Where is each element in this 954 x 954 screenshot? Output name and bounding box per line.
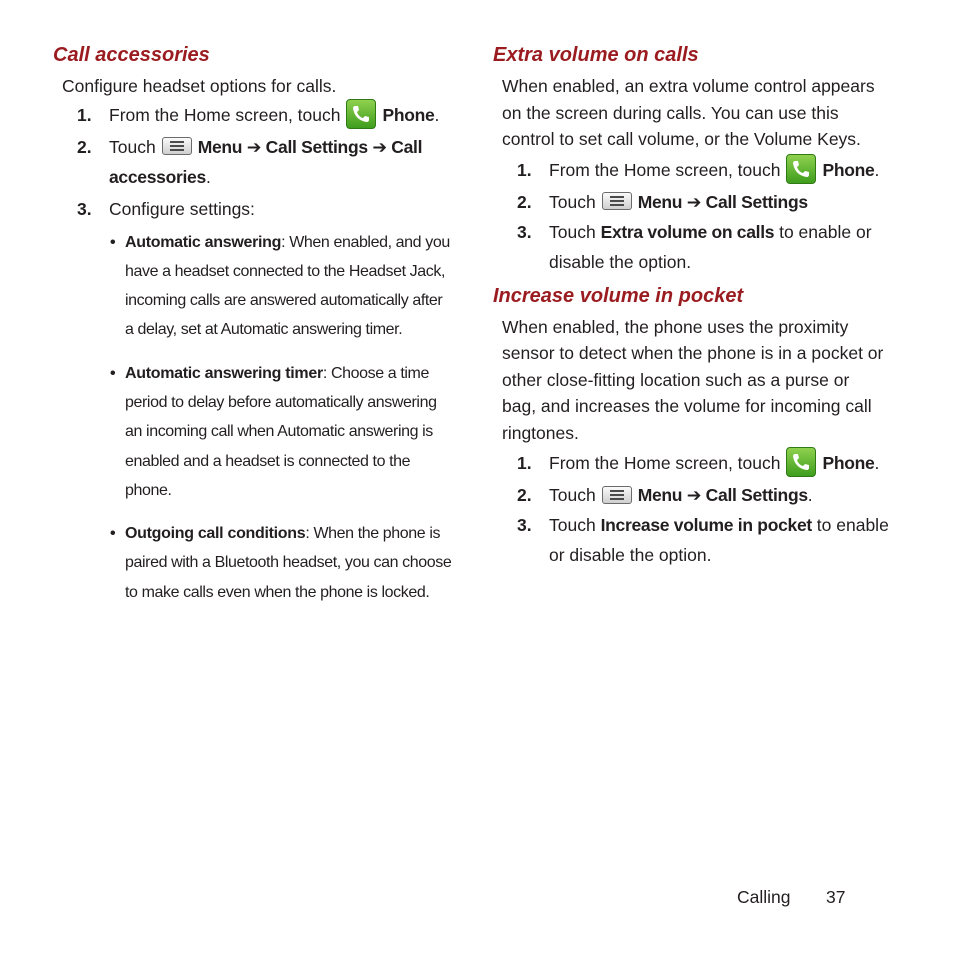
intro-increase-volume: When enabled, the phone uses the proximity sensor to detect when the phone is in a pocket or other close-fitting location such as a purse or bag, and increases the volume for incoming call ringtones. (502, 316, 884, 443)
footer-section-name: Calling (737, 887, 791, 907)
list-item: 2. Touch Menu ➔ Call Settings. (493, 480, 893, 510)
heading-increase-volume: Increase volume in pocket (493, 284, 744, 307)
step-number: 2. (517, 485, 532, 505)
bullet-dot: • (110, 233, 116, 251)
list-item: • Automatic answering timer: Choose a time period to delay before automatically answering an incoming call when Automatic answering is enabled and a headset is connected to the phone. (53, 359, 453, 505)
menu-icon (602, 192, 632, 210)
menu-icon (602, 486, 632, 504)
list-item: 1. From the Home screen, touch Phone. (53, 100, 453, 130)
page-number: 37 (826, 887, 846, 907)
heading-extra-volume: Extra volume on calls (493, 44, 699, 66)
list-item: • Outgoing call conditions: When the phone is paired with a Bluetooth headset, you can choose to make calls even when the phone is locked. (53, 519, 453, 607)
list-item: 3. Touch Increase volume in pocket to enable or disable the option. (493, 510, 893, 570)
phone-icon (346, 99, 376, 129)
step-number: 3. (517, 515, 532, 535)
list-item: • Automatic answering: When enabled, and you have a headset connected to the Headset Jack, incoming calls are answered automatically after a delay, set at Automatic answering timer. (53, 228, 453, 345)
step-number: 1. (517, 159, 532, 180)
right-column (493, 40, 893, 570)
phone-icon (786, 154, 816, 184)
step-number: 1. (517, 453, 532, 473)
intro-call-accessories: Configure headset options for calls. (62, 76, 337, 96)
list-item: 2. Touch Menu ➔ Call Settings ➔ Call accessories. (53, 132, 453, 192)
step-number: 1. (77, 104, 92, 125)
list-item: 3. Touch Extra volume on calls to enable or disable the option. (493, 217, 893, 277)
heading-call-accessories: Call accessories (53, 44, 210, 66)
steps-extra-volume (493, 155, 893, 277)
phone-icon (786, 447, 816, 477)
left-column (53, 40, 453, 621)
step-number: 2. (517, 191, 532, 212)
settings-bullets (53, 228, 453, 608)
list-item: 1. From the Home screen, touch Phone. (493, 448, 893, 478)
steps-increase-volume (493, 448, 893, 570)
menu-icon (162, 137, 192, 155)
bullet-dot: • (110, 364, 116, 382)
steps-call-accessories (53, 100, 453, 224)
intro-extra-volume: When enabled, an extra volume control appears on the screen during calls. You can use this control to set call volume, or the Volume Keys. (502, 76, 875, 149)
list-item: 3. Configure settings: (53, 194, 453, 224)
list-item: 1. From the Home screen, touch Phone. (493, 155, 893, 185)
step-number: 2. (77, 136, 92, 157)
bullet-dot: • (110, 525, 116, 543)
step-number: 3. (517, 221, 532, 242)
list-item: 2. Touch Menu ➔ Call Settings (493, 187, 893, 217)
step-number: 3. (77, 198, 92, 219)
